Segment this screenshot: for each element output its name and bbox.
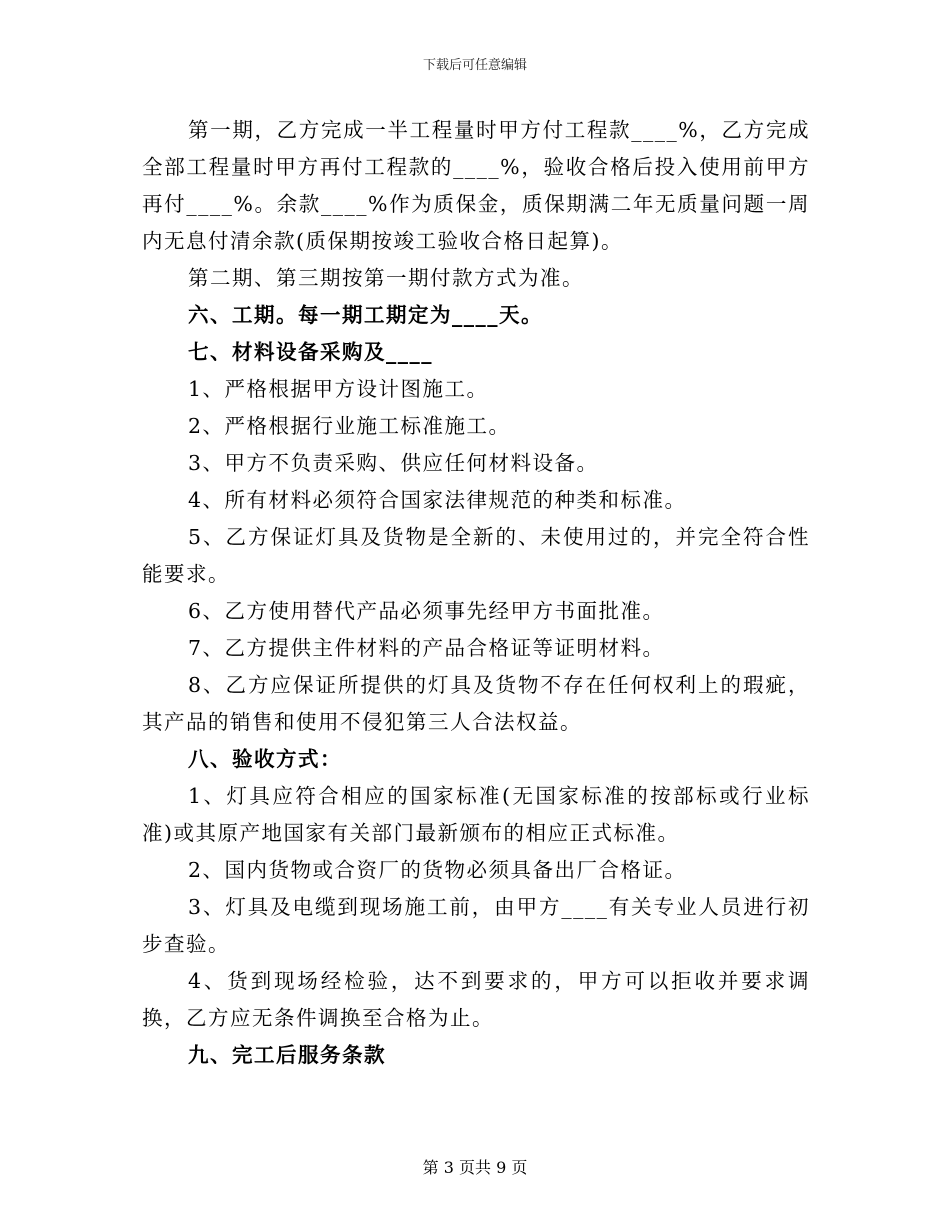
page-header: 下载后可任意编辑 xyxy=(422,58,527,73)
list-item-materials-4: 4、所有材料必须符合国家法律规范的种类和标准。 xyxy=(188,488,687,512)
document-body xyxy=(142,112,810,1074)
list-item-materials-3: 3、甲方不负责采购、供应任何材料设备。 xyxy=(188,451,599,475)
list-item-acceptance-2: 2、国内货物或合资厂的货物必须具备出厂合格证。 xyxy=(188,858,687,882)
list-item-materials-5: 5、乙方保证灯具及货物是全新的、未使用过的，并完全符合性能要求。 xyxy=(142,525,810,586)
section-heading-schedule: 六、工期。每一期工期定为____天。 xyxy=(188,303,543,327)
list-item-acceptance-4: 4、货到现场经检验，达不到要求的，甲方可以拒收并要求调换，乙方应无条件调换至合格为止。 xyxy=(142,969,810,1030)
list-item-materials-8: 8、乙方应保证所提供的灯具及货物不存在任何权利上的瑕疵，其产品的销售和使用不侵犯第三人合法权益。 xyxy=(142,673,810,734)
list-item-acceptance-3: 3、灯具及电缆到现场施工前，由甲方____有关专业人员进行初步查验。 xyxy=(142,895,810,956)
paragraph-payment-phase-two-three: 第二期、第三期按第一期付款方式为准。 xyxy=(188,266,584,290)
page-number-footer: 第 3 页共 9 页 xyxy=(422,1158,528,1177)
section-heading-after-service: 九、完工后服务条款 xyxy=(188,1043,386,1067)
list-item-acceptance-1: 1、灯具应符合相应的国家标准(无国家标准的按部标或行业标准)或其原产地国家有关部门最新颁布的相应正式标准。 xyxy=(142,784,810,845)
section-heading-materials: 七、材料设备采购及____ xyxy=(188,340,433,364)
list-item-materials-1: 1、严格根据甲方设计图施工。 xyxy=(188,377,489,401)
paragraph-payment-phase-one: 第一期，乙方完成一半工程量时甲方付工程款____%，乙方完成全部工程量时甲方再付工程款的____%，验收合格后投入使用前甲方再付____%。余款____%作为质保金，质保期满二年无质量问题一周内无息付清余款(质保期按竣工验收合格日起算)。 xyxy=(142,118,810,253)
list-item-materials-7: 7、乙方提供主件材料的产品合格证等证明材料。 xyxy=(188,636,665,660)
section-heading-acceptance: 八、验收方式： xyxy=(188,747,342,771)
list-item-materials-6: 6、乙方使用替代产品必须事先经甲方书面批准。 xyxy=(188,599,665,623)
list-item-materials-2: 2、严格根据行业施工标准施工。 xyxy=(188,414,511,438)
